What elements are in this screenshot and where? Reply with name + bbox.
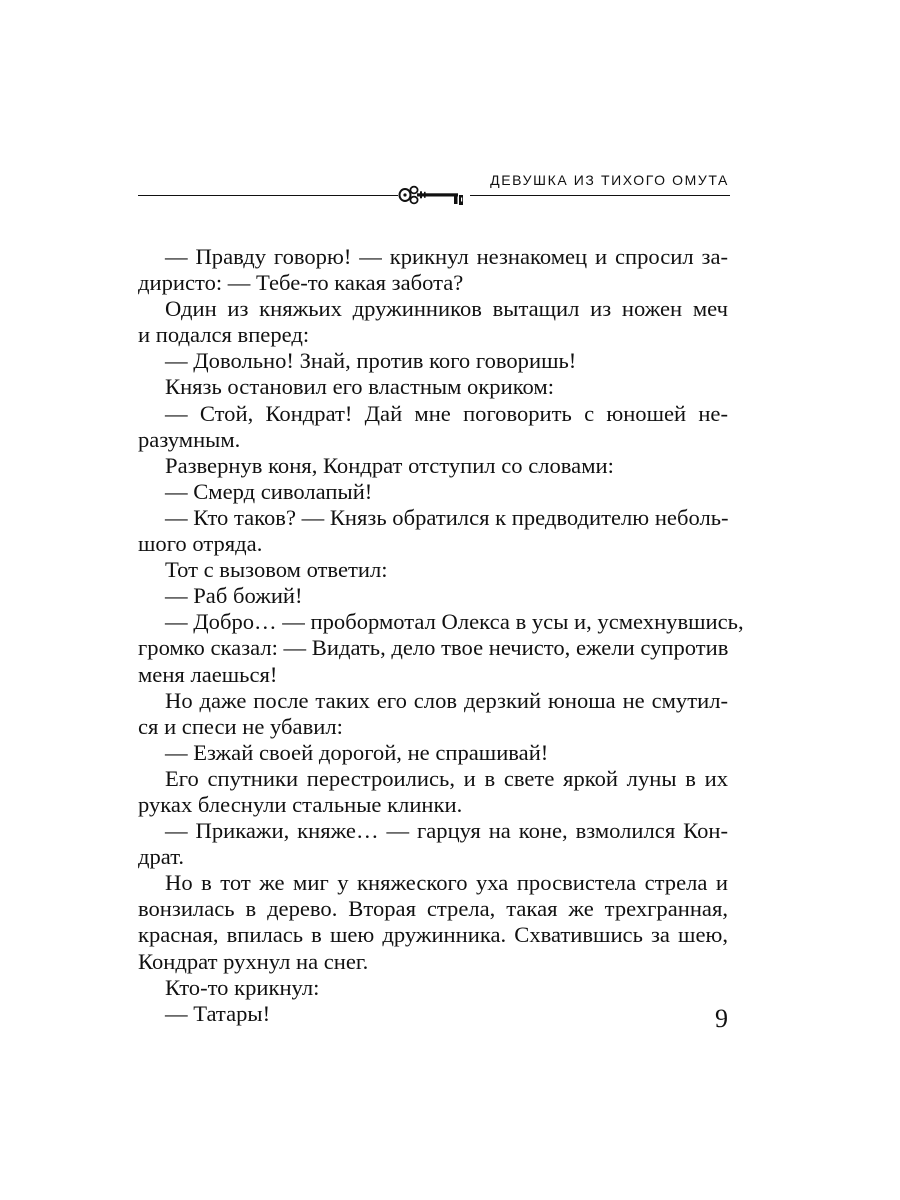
- text-line: вонзилась в дерево. Вторая стрела, такая же трехгранная,: [138, 896, 728, 922]
- text-line: — Правду говорю! — крикнул незнакомец и спросил за-: [165, 244, 728, 269]
- text-line: меня лаешься!: [138, 661, 278, 687]
- text-line: Развернув коня, Кондрат отступил со словами:: [165, 452, 614, 478]
- text-line: — Раб божий!: [165, 583, 303, 609]
- text-line: — Кто таков? — Князь обратился к предводителю неболь-: [165, 504, 729, 530]
- text-line: красная, впилась в шею дружинника. Схватившись за шею,: [138, 922, 728, 948]
- text-line: — Добро… — пробормотал Олекса в усы и, усмехнувшись,: [165, 609, 744, 635]
- text-line: Тот с вызовом ответил:: [165, 557, 388, 583]
- skeleton-key-icon: [398, 182, 470, 208]
- text-line: и подался вперед:: [138, 322, 310, 348]
- text-line: драт.: [138, 844, 185, 870]
- text-line: ся и спеси не убавил:: [138, 713, 343, 739]
- running-title: ДЕВУШКА ИЗ ТИХОГО ОМУТА: [490, 172, 729, 188]
- page-number: 9: [715, 1004, 728, 1033]
- text-line: — Смерд сиволапый!: [165, 478, 373, 504]
- text-line: Князь остановил его властным окриком:: [165, 374, 554, 400]
- text-line: — Прикажи, княже… — гарцуя на коне, взмолился Кон-: [165, 818, 728, 844]
- text-line: громко сказал: — Видать, дело твое нечисто, ежели супротив: [138, 635, 729, 661]
- text-line: Но даже после таких его слов дерзкий юноша не смутил-: [165, 687, 728, 713]
- text-line: — Довольно! Знай, против кого говоришь!: [165, 348, 577, 374]
- text-line: шого отряда.: [138, 531, 263, 557]
- text-line: — Стой, Кондрат! Дай мне поговорить с юношей не-: [165, 400, 728, 426]
- text-line: диристо: — Тебе-то какая забота?: [138, 270, 464, 296]
- text-line: Кондрат рухнул на снег.: [138, 948, 369, 974]
- text-line: Один из княжьих дружинников вытащил из ножен меч: [165, 296, 728, 322]
- text-line: руках блеснули стальные клинки.: [138, 791, 463, 817]
- text-line: — Езжай своей дорогой, не спрашивай!: [165, 739, 549, 765]
- body-text: [138, 244, 744, 1027]
- text-line: Его спутники перестроились, и в свете яркой луны в их: [165, 765, 728, 791]
- text-line: Кто-то крикнул:: [165, 974, 320, 1000]
- text-line: — Татары!: [165, 1000, 271, 1026]
- text-line: разумным.: [138, 426, 241, 452]
- text-line: Но в тот же миг у княжеского уха просвистела стрела и: [165, 870, 728, 896]
